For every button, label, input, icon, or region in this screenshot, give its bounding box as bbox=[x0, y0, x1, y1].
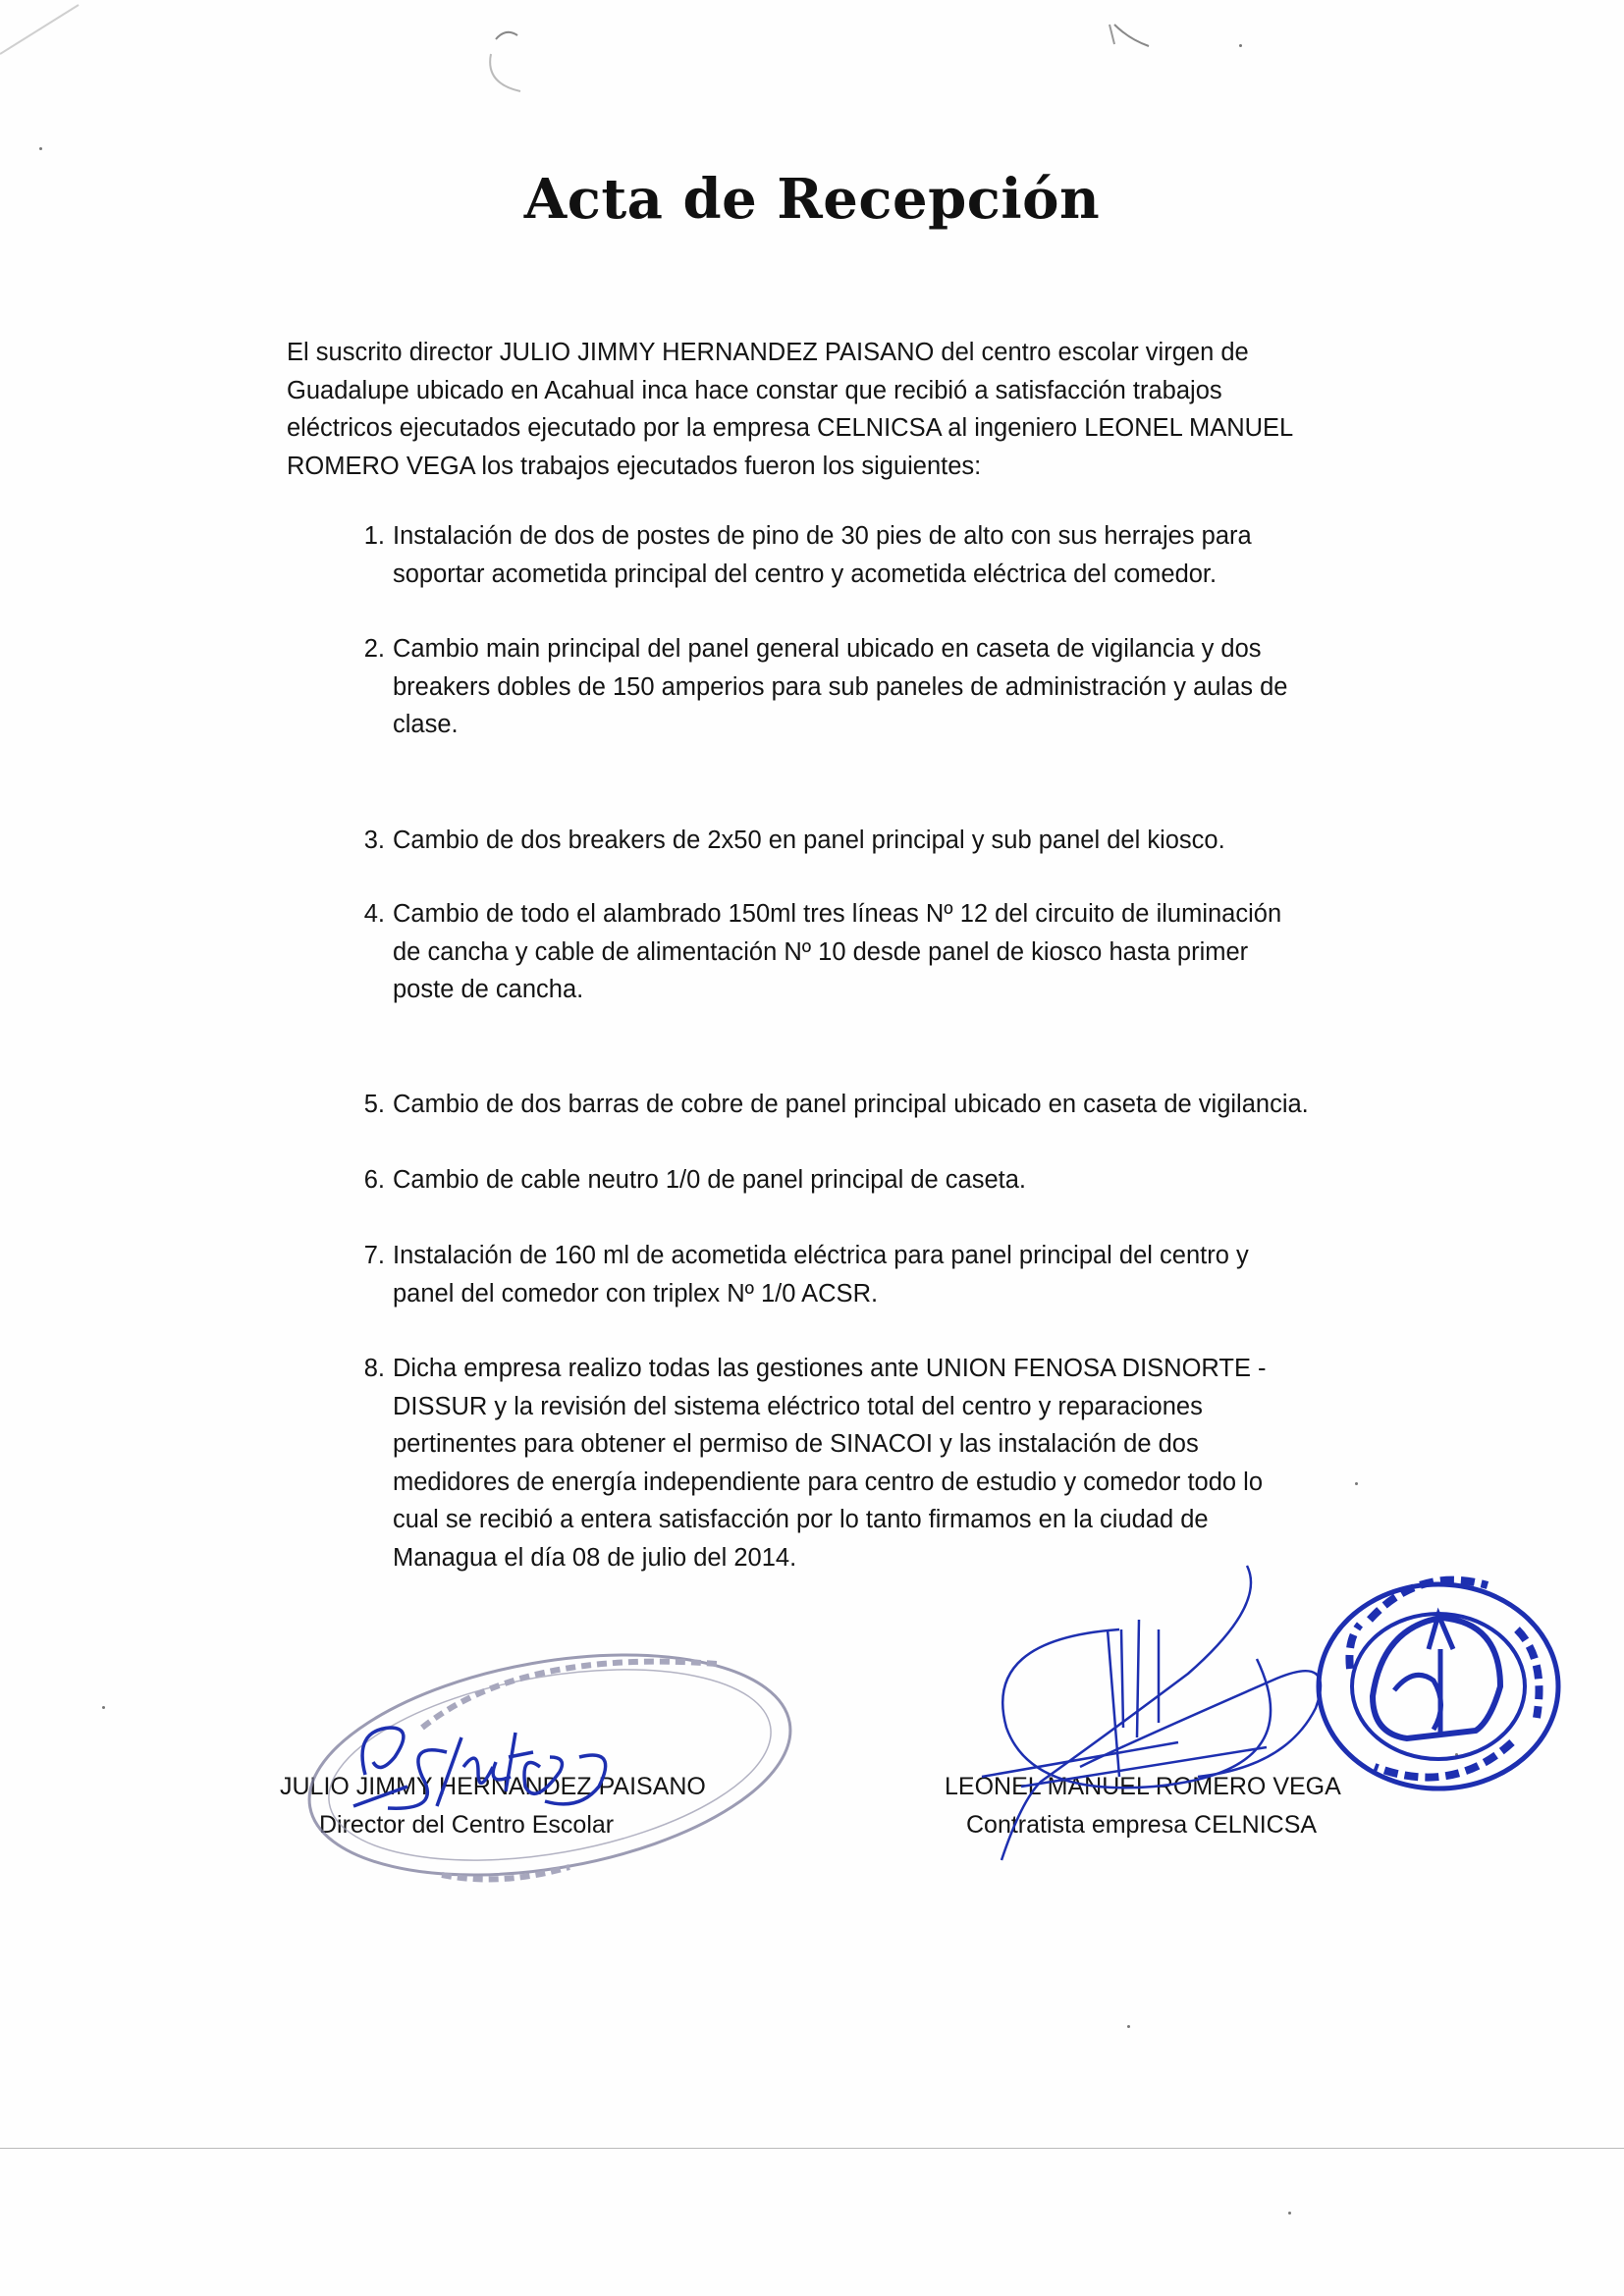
list-item-line: Cambio de cable neutro 1/0 de panel principal de caseta. bbox=[393, 1166, 1027, 1194]
document-title: Acta de Recepción bbox=[523, 167, 1101, 232]
list-item-line: poste de cancha. bbox=[393, 976, 584, 1003]
left-signatory-role: Director del Centro Escolar bbox=[319, 1811, 615, 1839]
list-item-line: Cambio main principal del panel general ubicado en caseta de vigilancia y dos bbox=[393, 635, 1262, 663]
page-divider bbox=[0, 2148, 1624, 2149]
list-item-line: de cancha y cable de alimentación Nº 10 desde panel de kiosco hasta primer bbox=[393, 937, 1249, 966]
list-item-line: breakers dobles de 150 amperios para sub paneles de administración y aulas de bbox=[393, 672, 1288, 701]
intro-line: Guadalupe ubicado en Acahual inca hace constar que recibió a satisfacción trabajos bbox=[287, 376, 1222, 404]
list-item-number: 4. bbox=[363, 900, 385, 928]
list-item-line: cual se recibió a entera satisfacción por lo tanto firmamos en la ciudad de bbox=[393, 1506, 1209, 1533]
list-item-line: medidores de energía independiente para centro de estudio y comedor todo lo bbox=[393, 1468, 1264, 1496]
left-signatory-name: JULIO JIMMY HERNANDEZ PAISANO bbox=[280, 1773, 706, 1800]
list-item-number: 6. bbox=[363, 1166, 385, 1194]
intro-line: ROMERO VEGA los trabajos ejecutados fueron los siguientes: bbox=[287, 452, 982, 480]
list-item-line: Instalación de dos de postes de pino de 30 pies de alto con sus herrajes para bbox=[393, 522, 1252, 550]
list-item-line: pertinentes para obtener el permiso de SINACOI y las instalación de dos bbox=[393, 1430, 1199, 1458]
right-signatory-role: Contratista empresa CELNICSA bbox=[966, 1811, 1318, 1839]
list-item-number: 2. bbox=[363, 635, 385, 663]
list-item-line: soportar acometida principal del centro y acometida eléctrica del comedor. bbox=[393, 560, 1218, 588]
list-item-line: Cambio de dos breakers de 2x50 en panel principal y sub panel del kiosco. bbox=[393, 827, 1225, 854]
list-item-line: Dicha empresa realizo todas las gestiones ante UNION FENOSA DISNORTE - bbox=[393, 1355, 1267, 1382]
list-item-number: 3. bbox=[363, 827, 385, 854]
right-signatory-name: LEONEL MANUEL ROMERO VEGA bbox=[945, 1773, 1341, 1800]
right-handwritten-signature bbox=[982, 1566, 1321, 1860]
list-item-line: Instalación de 160 ml de acometida eléctrica para panel principal del centro y bbox=[393, 1242, 1249, 1269]
intro-line: El suscrito director JULIO JIMMY HERNANDEZ PAISANO del centro escolar virgen de bbox=[287, 339, 1249, 366]
list-item-number: 1. bbox=[363, 522, 385, 550]
list-item-line: Managua el día 08 de julio del 2014. bbox=[393, 1543, 797, 1572]
list-item-line: Cambio de dos barras de cobre de panel principal ubicado en caseta de vigilancia. bbox=[393, 1091, 1309, 1118]
list-item-number: 5. bbox=[363, 1091, 385, 1118]
list-item-line: Cambio de todo el alambrado 150ml tres líneas Nº 12 del circuito de iluminación bbox=[393, 900, 1282, 928]
list-item-number: 8. bbox=[363, 1355, 385, 1382]
celnic-company-seal bbox=[1319, 1580, 1558, 1789]
list-item-line: clase. bbox=[393, 711, 459, 738]
list-item-line: panel del comedor con triplex Nº 1/0 ACSR. bbox=[393, 1279, 879, 1308]
list-item-line: DISSUR y la revisión del sistema eléctrico total del centro y reparaciones bbox=[393, 1392, 1203, 1420]
list-item-number: 7. bbox=[363, 1242, 385, 1269]
intro-line: eléctricos ejecutados ejecutado por la empresa CELNICSA al ingeniero LEONEL MANUEL bbox=[287, 414, 1294, 442]
